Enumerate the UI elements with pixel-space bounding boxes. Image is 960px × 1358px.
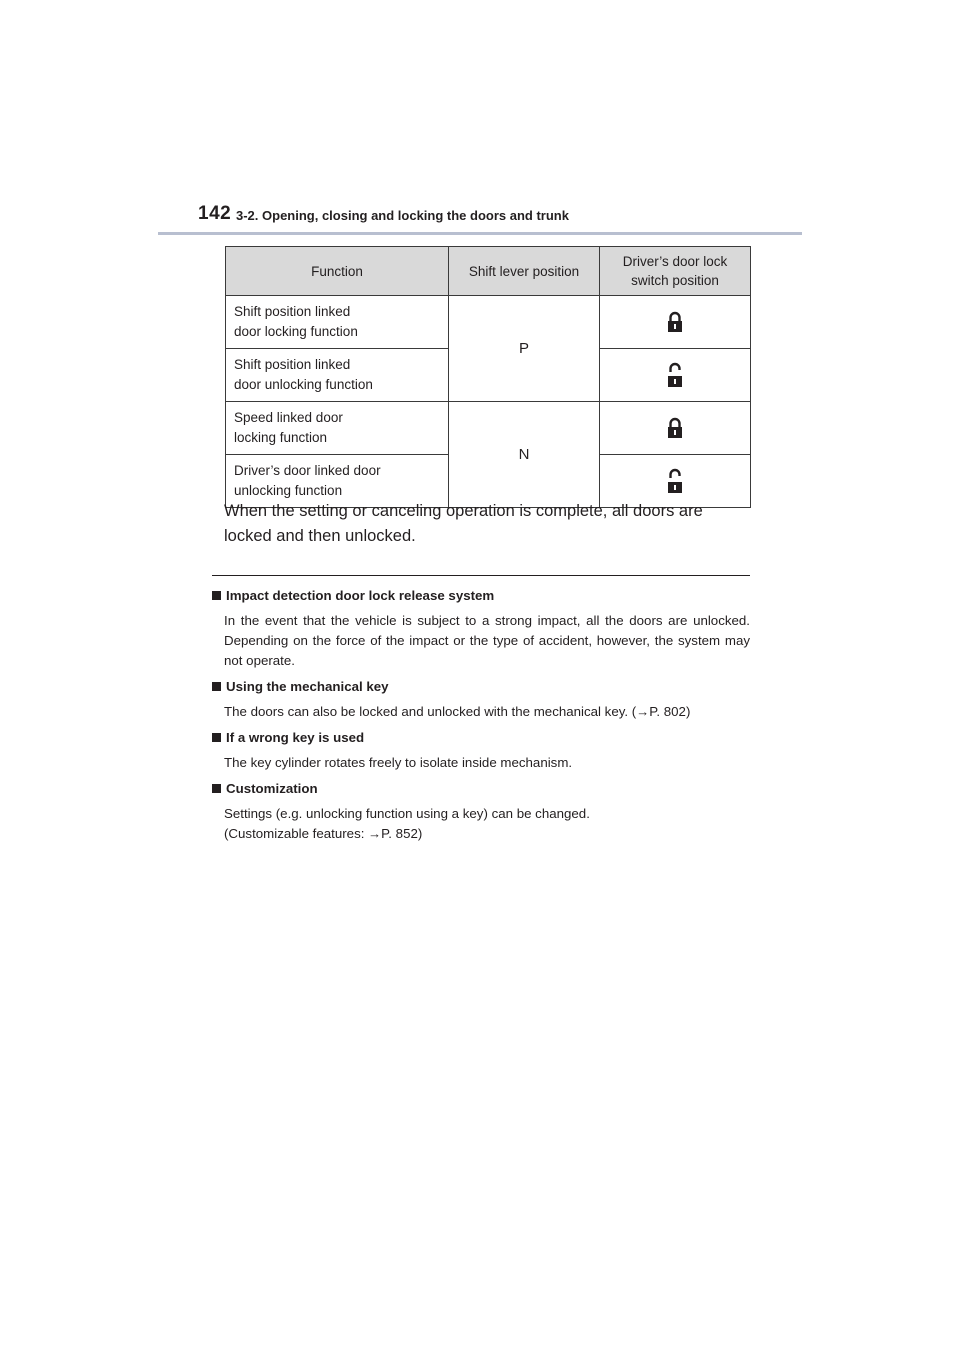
note-title: Impact detection door lock release system [226, 588, 495, 603]
note-customization [210, 779, 750, 844]
function-table [225, 246, 751, 508]
lock-cell [600, 402, 751, 455]
note-body: The key cylinder rotates freely to isolate inside mechanism. [224, 755, 573, 770]
note-mechanical-key [210, 677, 750, 722]
closing-paragraph: When the setting or canceling operation is complete, all doors are locked and then unlocked. [224, 502, 703, 545]
table-row [226, 402, 751, 455]
locked-padlock-icon [667, 417, 683, 439]
note-text: (Customizable features: [224, 826, 369, 841]
function-line: Speed linked door [234, 410, 343, 425]
note-body: In the event that the vehicle is subject to a strong impact, all the doors are unlocked. Depending on the force of the impact or the type of accident, however, the system may not operate. [224, 613, 750, 668]
lock-cell [600, 349, 751, 402]
page-number: 142 [198, 203, 232, 224]
function-line: Shift position linked [234, 304, 351, 319]
note-heading [210, 586, 750, 606]
unlocked-padlock-icon [667, 362, 683, 388]
arrow-icon: → [636, 704, 650, 719]
header-function: Function [226, 247, 449, 296]
note-title: Customization [226, 781, 318, 796]
table-row [226, 296, 751, 349]
header-shift-lever: Shift lever position [449, 247, 600, 296]
function-line: door unlocking function [234, 377, 373, 392]
note-heading [210, 779, 750, 799]
square-bullet-icon [212, 784, 221, 793]
square-bullet-icon [212, 733, 221, 742]
function-line: Shift position linked [234, 357, 351, 372]
function-line: locking function [234, 430, 328, 445]
note-wrong-key [210, 728, 750, 773]
function-cell [226, 402, 449, 455]
square-bullet-icon [212, 591, 221, 600]
locked-padlock-icon [667, 311, 683, 333]
function-line: Driver’s door linked door [234, 463, 381, 478]
note-text-line [224, 824, 750, 844]
lock-cell [600, 296, 751, 349]
note-title: Using the mechanical key [226, 679, 389, 694]
function-line: unlocking function [234, 483, 343, 498]
note-heading [210, 728, 750, 748]
notes-divider [212, 575, 750, 576]
header-rule [158, 232, 802, 235]
note-impact-detection [210, 586, 750, 671]
page-reference-link[interactable]: P. 802 [649, 704, 686, 719]
table-header-row [226, 247, 751, 296]
note-heading [210, 677, 750, 697]
page-header [198, 203, 802, 235]
arrow-icon: → [368, 826, 382, 841]
note-text: ) [685, 704, 691, 719]
function-line: door locking function [234, 324, 358, 339]
lever-cell: P [449, 296, 600, 402]
header-door-lock-switch: Driver’s door lock switch position [600, 247, 751, 296]
note-body [224, 702, 750, 722]
section-title: 3-2. Opening, closing and locking the doors and trunk [236, 208, 569, 223]
note-text: Settings (e.g. unlocking function using a key) can be changed. [224, 806, 590, 821]
function-cell [226, 296, 449, 349]
page-reference-link[interactable]: P. 852 [381, 826, 418, 841]
note-body [224, 804, 750, 844]
note-text: ) [417, 826, 423, 841]
square-bullet-icon [212, 682, 221, 691]
lever-cell: N [449, 402, 600, 508]
note-title: If a wrong key is used [226, 730, 365, 745]
function-cell [226, 349, 449, 402]
unlocked-padlock-icon [667, 468, 683, 494]
note-text: The doors can also be locked and unlocked with the mechanical key. ( [224, 704, 637, 719]
